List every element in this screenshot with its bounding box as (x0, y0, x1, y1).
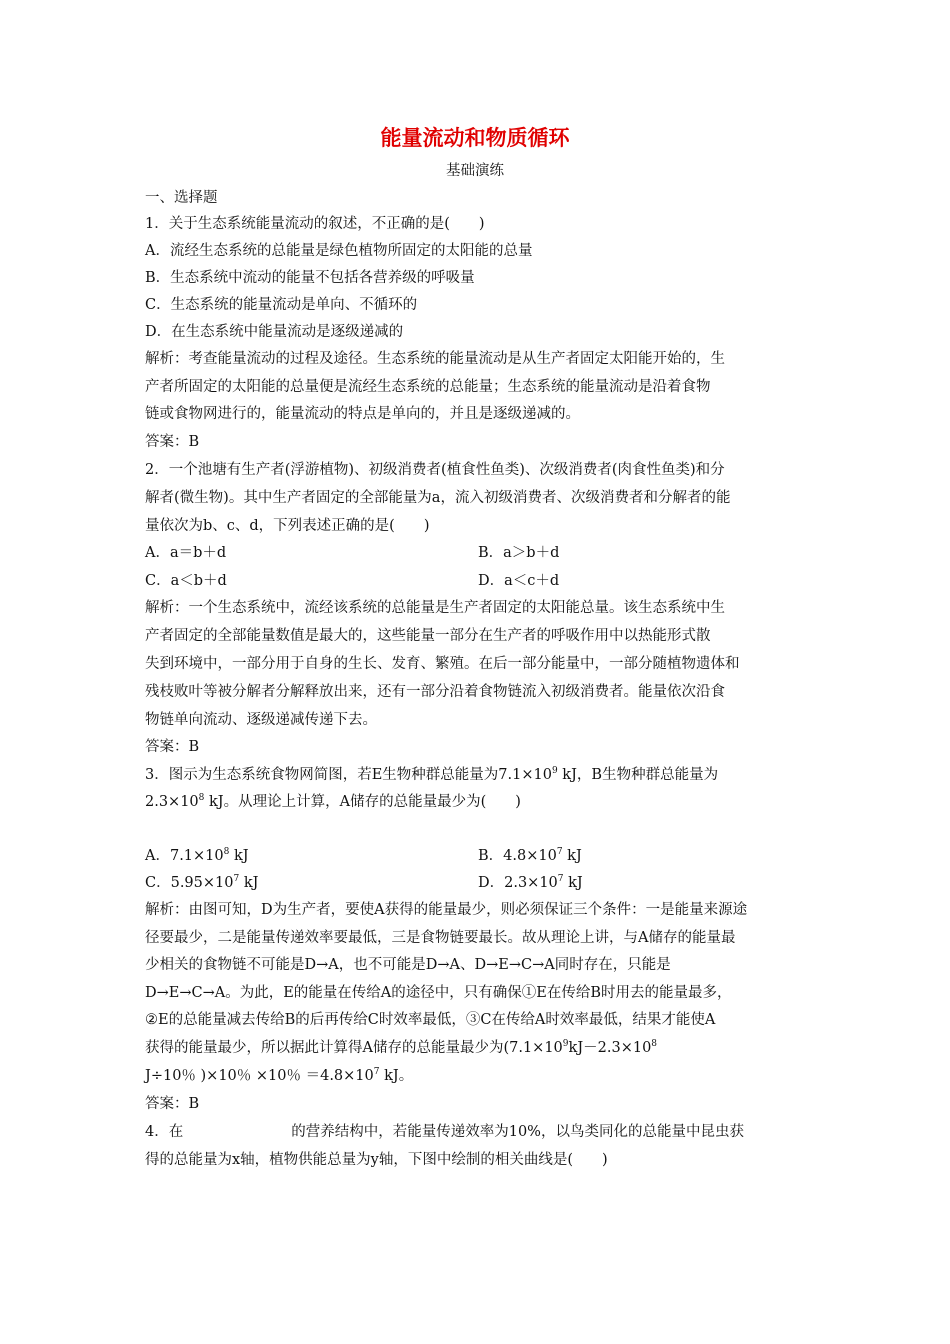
q3-stem-line: $2.3\times 10^8$ kJ。从理论上计算，A储存的总能量最少为( ) (145, 793, 521, 810)
q1-answer: 答案：B (145, 434, 200, 450)
q3-analysis-line: 获得的能量最少，所以据此计算得A储存的总能量最少为($7.1\times 10^9kJ-2.3\times 10^8$ (145, 1039, 658, 1056)
q1-stem: 1．关于生态系统能量流动的叙述，不正确的是( ) (145, 216, 485, 232)
q2-analysis-line: 解析：一个生态系统中，流经该系统的总能量是生产者固定的太阳能总量。该生态系统中生 (145, 600, 725, 616)
q3-analysis-line: 少相关的食物链不可能是D→A，也不可能是D→A、D→E→C→A同时存在，只能是 (145, 957, 671, 973)
q2-option-d: D．a＜c＋d (478, 573, 560, 589)
q2-analysis-line: 失到环境中，一部分用于自身的生长、发育、繁殖。在后一部分能量中，一部分随植物遗体和 (145, 656, 740, 672)
q2-option-a: A．a＝b＋d (145, 545, 227, 561)
q3-analysis-line: 径要最少，二是能量传递效率要最低，三是食物链要最长。故从理论上讲，与A储存的能量最 (145, 930, 736, 946)
q2-analysis-line: 残枝败叶等被分解者分解释放出来，还有一部分沿着食物链流入初级消费者。能量依次沿食 (145, 684, 725, 700)
page-title: 能量流动和物质循环 (380, 126, 570, 150)
q1-analysis-line: 解析：考查能量流动的过程及途径。生态系统的能量流动是从生产者固定太阳能开始的，生 (145, 351, 725, 367)
q2-analysis-line: 物链单向流动、逐级递减传递下去。 (145, 712, 377, 728)
q3-option-b: B．$4.8\times 10^7$ kJ (478, 847, 582, 864)
q2-stem-line: 量依次为b、c、d，下列表述正确的是( ) (145, 518, 430, 534)
q1-option-d: D．在生态系统中能量流动是逐级递减的 (145, 324, 404, 340)
q2-option-b: B．a＞b＋d (478, 545, 560, 561)
q3-stem-line: 3．图示为生态系统食物网简图，若E生物种群总能量为$7.1\times 10^9$ kJ，B生物种群总能量为 (145, 766, 719, 783)
q1-analysis-line: 产者所固定的太阳能的总量便是流经生态系统的总能量；生态系统的能量流动是沿着食物 (145, 379, 711, 395)
q2-answer: 答案：B (145, 739, 200, 755)
section-heading: 一、选择题 (145, 190, 218, 206)
q2-analysis-line: 产者固定的全部能量数值是最大的，这些能量一部分在生产者的呼吸作用中以热能形式散 (145, 628, 711, 644)
q2-stem-line: 2．一个池塘有生产者(浮游植物)、初级消费者(植食性鱼类)、次级消费者(肉食性鱼类)和分 (145, 462, 725, 478)
q3-option-d: D．$2.3\times 10^7$ kJ (478, 874, 583, 891)
q1-analysis-line: 链或食物网进行的，能量流动的特点是单向的，并且是逐级递减的。 (145, 406, 580, 422)
q1-option-a: A．流经生态系统的总能量是绿色植物所固定的太阳能的总量 (145, 243, 533, 259)
q3-option-a: A．$7.1\times 10^8$ kJ (145, 847, 249, 864)
q3-analysis-line: ②E的总能量减去传给B的后再传给C时效率最低，③C在传给A时效率最低，结果才能使A (145, 1012, 716, 1028)
q4-stem-line: 得的总能量为x轴，植物供能总量为y轴，下图中绘制的相关曲线是( ) (145, 1152, 608, 1168)
q2-stem-line: 解者(微生物)。其中生产者固定的全部能量为a，流入初级消费者、次级消费者和分解者的能 (145, 490, 731, 506)
q3-answer: 答案：B (145, 1096, 200, 1112)
q3-analysis-line: 解析：由图可知，D为生产者，要使A获得的能量最少，则必须保证三个条件：一是能量来源途 (145, 902, 748, 918)
q3-analysis-line: D→E→C→A。为此，E的能量在传给A的途径中，只有确保①E在传给B时用去的能量最多， (145, 985, 732, 1001)
page-subtitle: 基础演练 (446, 163, 504, 179)
q3-analysis-line: J÷10％ )×10％ ×10％ $=4.8\times 10^7$ kJ。 (145, 1067, 414, 1084)
q2-option-c: C．a＜b＋d (145, 573, 227, 589)
q1-option-b: B．生态系统中流动的能量不包括各营养级的呼吸量 (145, 270, 475, 286)
q1-option-c: C．生态系统的能量流动是单向、不循环的 (145, 297, 418, 313)
q3-option-c: C．$5.95\times 10^7$ kJ (145, 874, 259, 891)
q4-stem-line: 4．在 的营养结构中，若能量传递效率为10%，以鸟类同化的总能量中昆虫获 (145, 1124, 744, 1140)
